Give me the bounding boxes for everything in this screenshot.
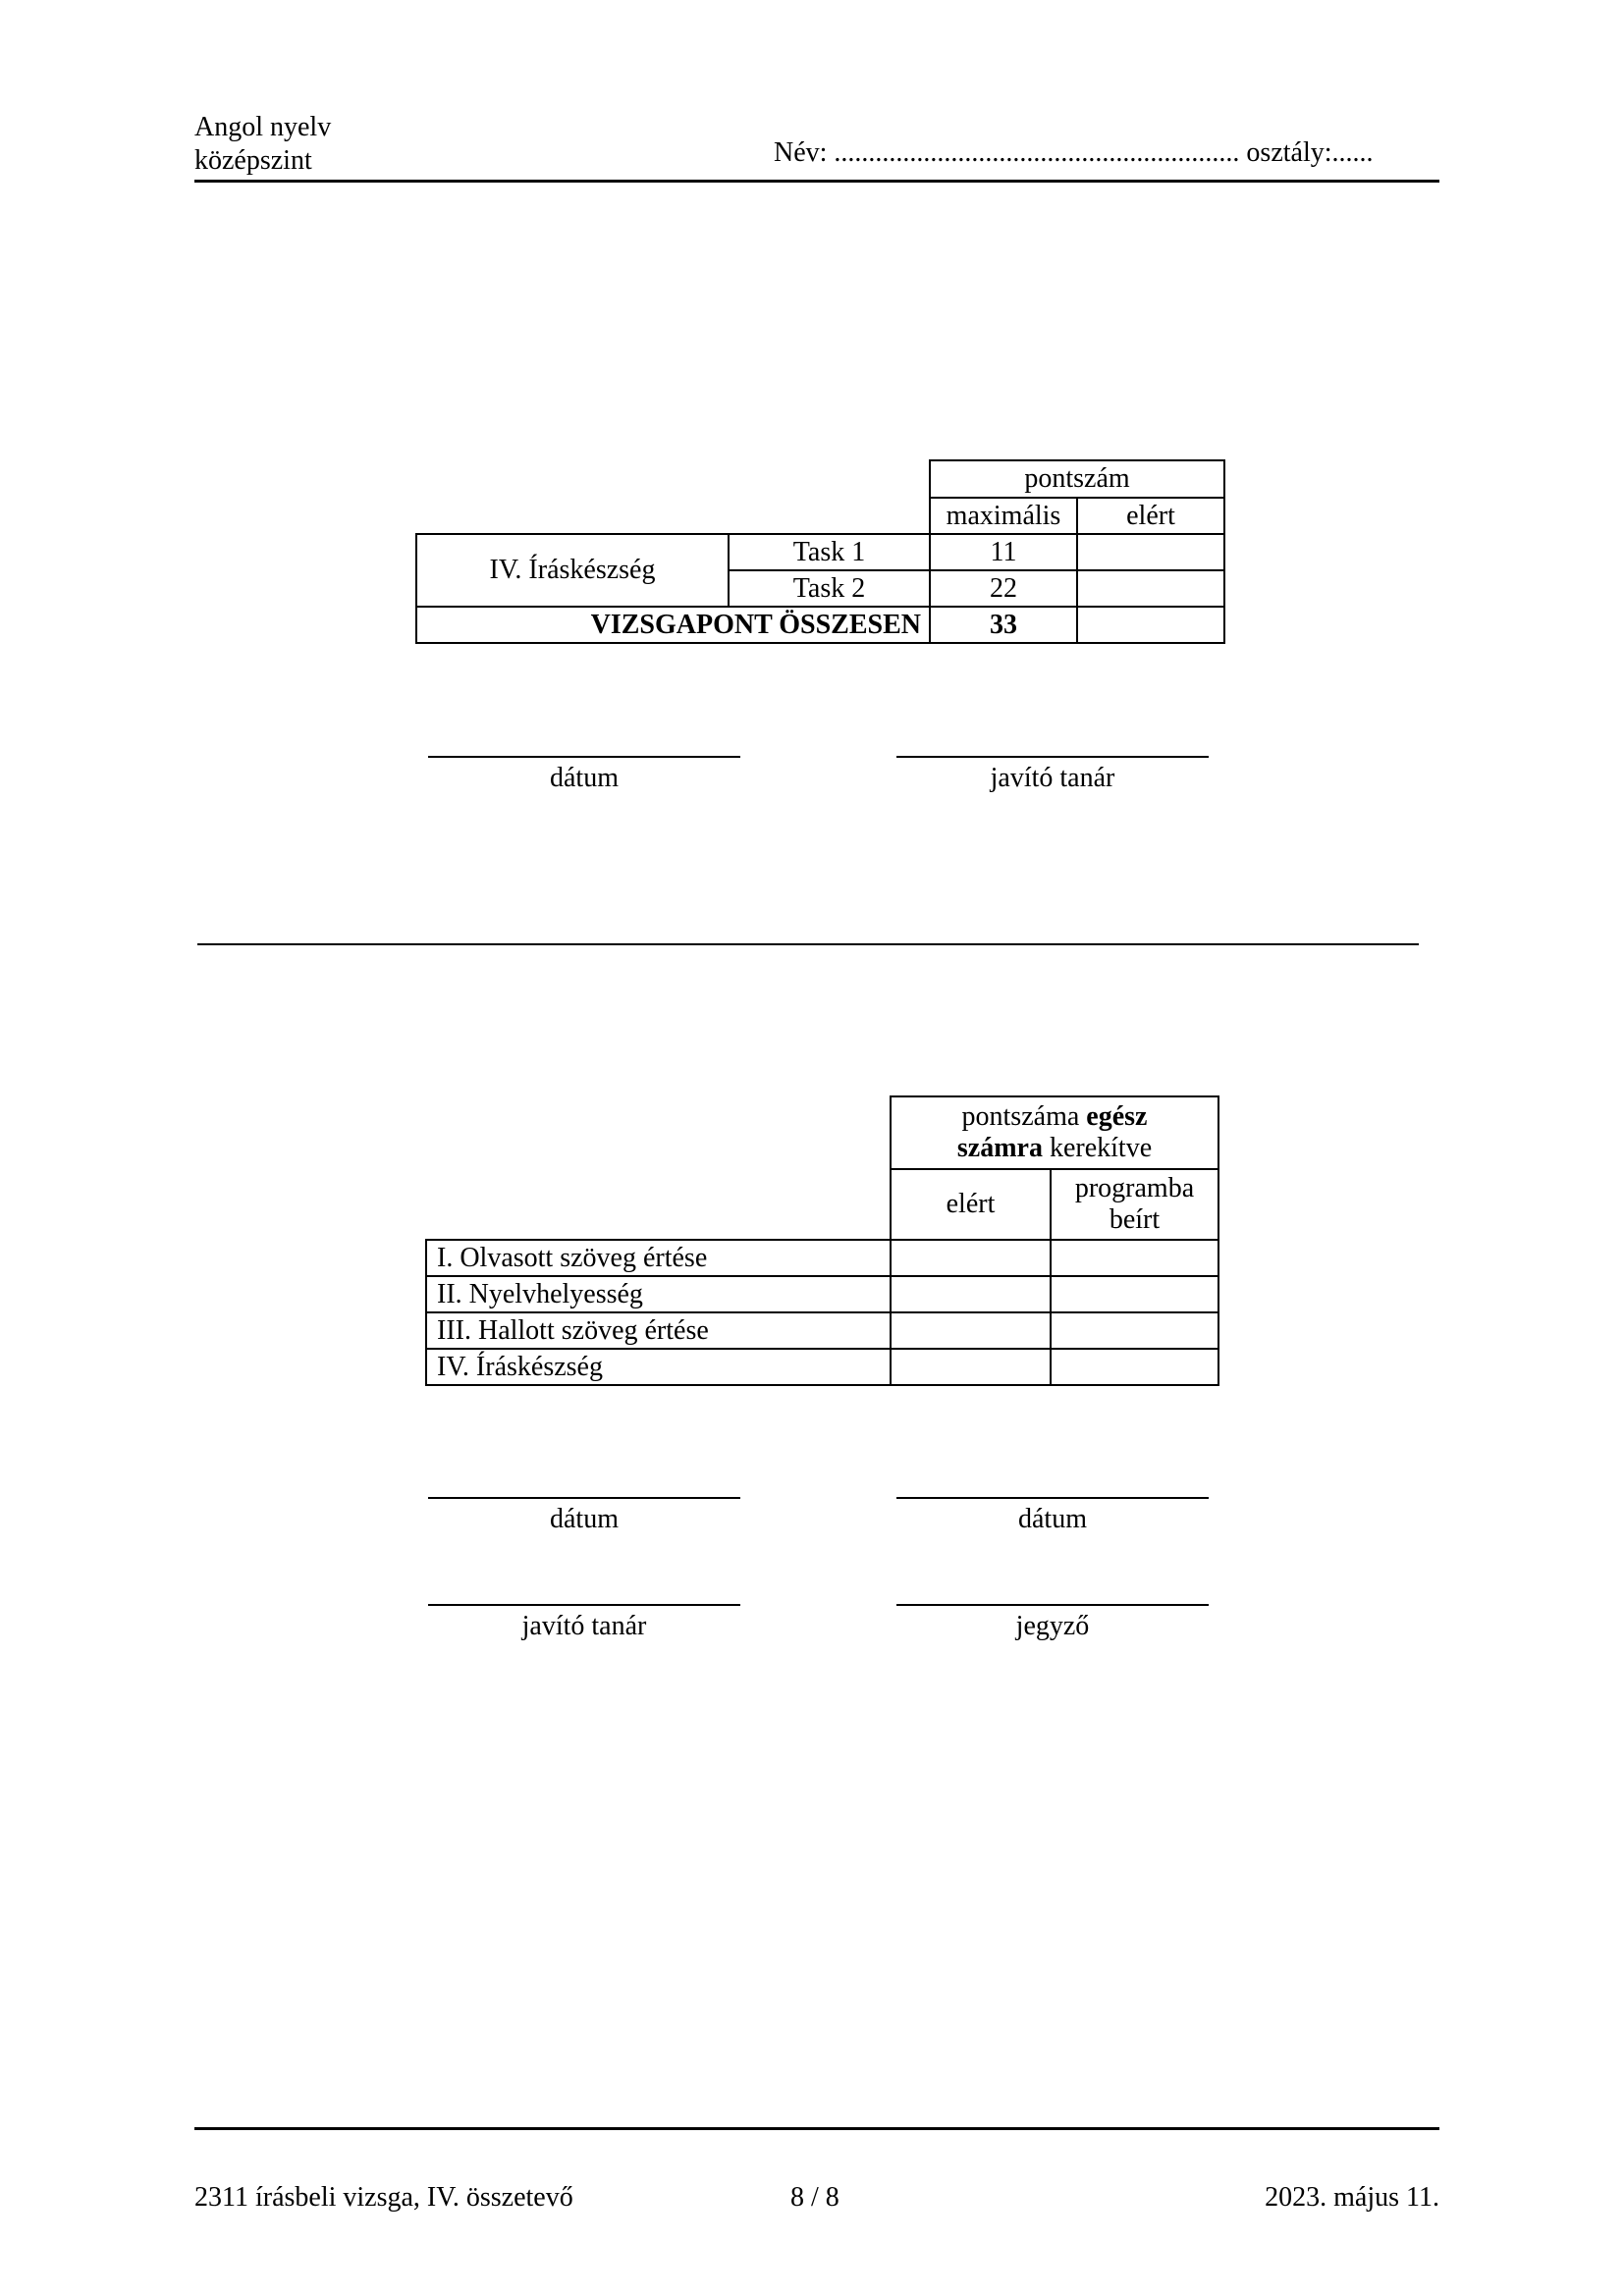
- signature-caption: javító tanár: [521, 1611, 647, 1641]
- footer-date: 2023. május 11.: [1265, 2182, 1439, 2213]
- score-col-achieved: elért: [1077, 498, 1224, 534]
- summary-achieved-cell[interactable]: [891, 1312, 1051, 1349]
- summary-header-bold: egész: [1086, 1101, 1148, 1132]
- signature-date: [896, 1497, 1209, 1536]
- signature-line: [896, 756, 1209, 758]
- score-task-label: Task 1: [729, 534, 930, 570]
- score-section-label: IV. Íráskészség: [416, 534, 729, 607]
- summary-header-text: kerekítve: [1042, 1133, 1153, 1163]
- summary-row-label: IV. Íráskészség: [426, 1349, 891, 1385]
- score-total-label: VIZSGAPONT ÖSSZESEN: [416, 607, 930, 643]
- summary-header-bold: számra: [956, 1133, 1043, 1163]
- score-group-header: pontszám: [930, 460, 1224, 498]
- header-subject-block: [194, 111, 331, 178]
- summary-entered-cell[interactable]: [1051, 1349, 1218, 1385]
- footer-exam-info: 2311 írásbeli vizsga, IV. összetevő: [194, 2182, 573, 2213]
- signature-caption: javító tanár: [990, 763, 1115, 793]
- score-col-max: maximális: [930, 498, 1077, 534]
- summary-table: [425, 1095, 1219, 1386]
- summary-col-achieved: elért: [891, 1169, 1051, 1240]
- footer-rule: [194, 2127, 1439, 2130]
- signature-caption: dátum: [550, 763, 619, 793]
- score-task-achieved-cell[interactable]: [1077, 534, 1224, 570]
- summary-row-label: III. Hallott szöveg értése: [426, 1312, 891, 1349]
- score-table: [415, 459, 1225, 644]
- score-total-max: 33: [930, 607, 1077, 643]
- summary-col-entered: programba beírt: [1051, 1169, 1218, 1240]
- signature-date: [428, 756, 740, 795]
- signature-line: [428, 1497, 740, 1499]
- summary-header-text: pontszáma: [961, 1101, 1087, 1132]
- summary-entered-cell[interactable]: [1051, 1240, 1218, 1276]
- signature-line: [428, 1604, 740, 1606]
- summary-group-header: [891, 1096, 1218, 1169]
- score-total-achieved-cell[interactable]: [1077, 607, 1224, 643]
- signature-teacher: [428, 1604, 740, 1643]
- summary-achieved-cell[interactable]: [891, 1276, 1051, 1312]
- summary-row-label: II. Nyelvhelyesség: [426, 1276, 891, 1312]
- summary-row-label: I. Olvasott szöveg értése: [426, 1240, 891, 1276]
- score-task-max: 22: [930, 570, 1077, 607]
- header-name-field: Név: ........................................................... osztály:......: [774, 137, 1374, 168]
- header-subject: Angol nyelv: [194, 112, 332, 142]
- header-rule: [194, 180, 1439, 183]
- signature-caption: jegyző: [1015, 1611, 1090, 1641]
- signature-caption: dátum: [1018, 1504, 1087, 1534]
- signature-teacher: [896, 756, 1209, 795]
- summary-entered-cell[interactable]: [1051, 1312, 1218, 1349]
- signature-caption: dátum: [550, 1504, 619, 1534]
- signature-line: [896, 1604, 1209, 1606]
- score-task-max: 11: [930, 534, 1077, 570]
- signature-line: [428, 756, 740, 758]
- summary-entered-cell[interactable]: [1051, 1276, 1218, 1312]
- score-task-achieved-cell[interactable]: [1077, 570, 1224, 607]
- summary-achieved-cell[interactable]: [891, 1240, 1051, 1276]
- footer-page-number: 8 / 8: [790, 2182, 839, 2213]
- score-task-label: Task 2: [729, 570, 930, 607]
- signature-notary: [896, 1604, 1209, 1643]
- header-level: középszint: [194, 145, 312, 176]
- summary-achieved-cell[interactable]: [891, 1349, 1051, 1385]
- signature-line: [896, 1497, 1209, 1499]
- signature-date: [428, 1497, 740, 1536]
- section-divider: [197, 943, 1419, 945]
